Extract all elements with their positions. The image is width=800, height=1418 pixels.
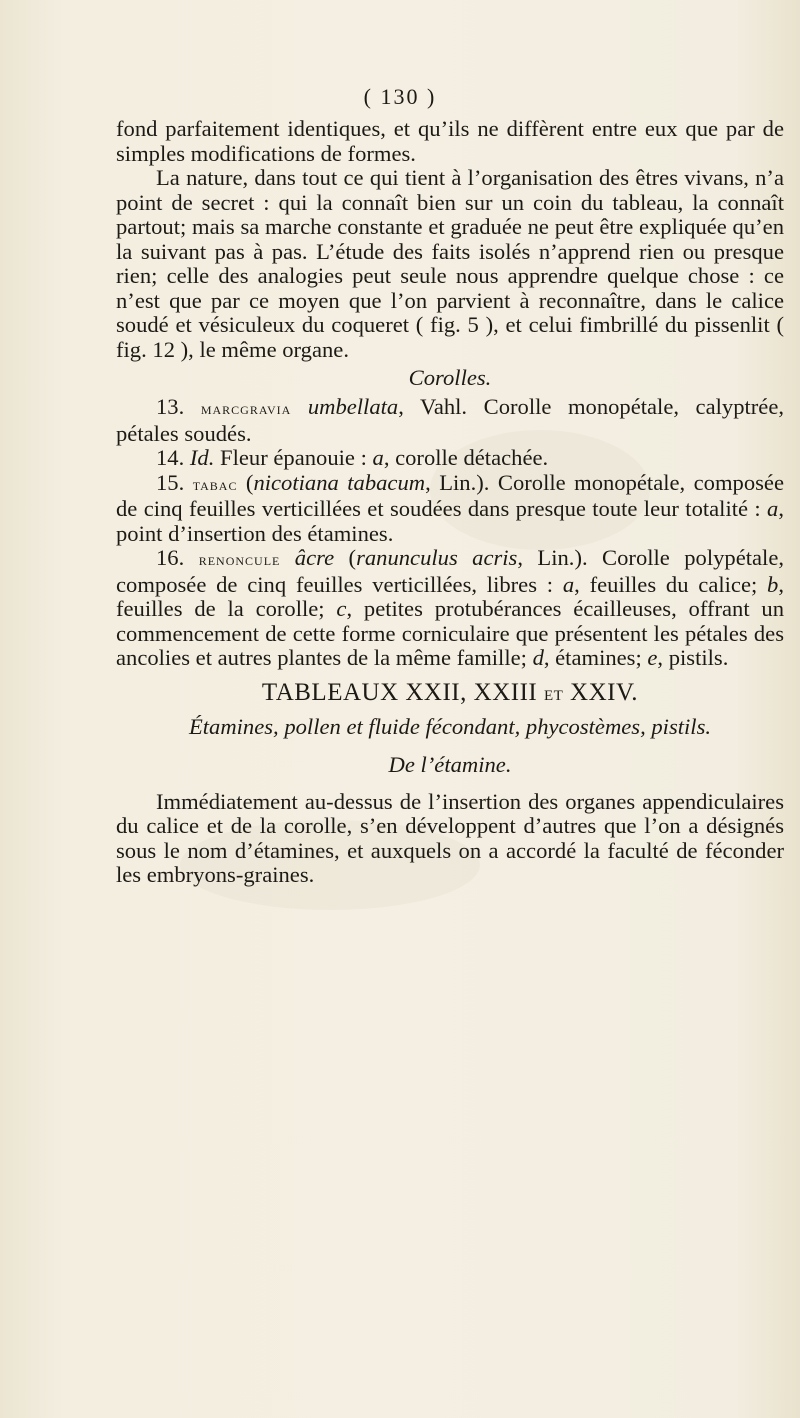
figure-caption-15: 15. tabac (nicotiana tabacum, Lin.). Corolle monopétale, composée de cinq feuilles verticillées et soudées dans presque toute leur totalité : a, point d’insertion des étamines. [116, 469, 784, 546]
section-heading-corolles: Corolles. [408, 365, 492, 391]
paragraph: La nature, dans tout ce qui tient à l’organisation des êtres vivans, n’a point de secret : qui la connaît bien sur un coin du tableau, la connaît partout; mais sa marche constante et graduée ne peut être expliquée qu’en la suivant pas à pas. L’étude des faits isolés n’apprend rien ou presque rien; celle des analogies peut seule nous apprendre quelque chose : ce n’est que par ce moyen que l’on parvient à reconnaître, dans le calice soudé et vésiculeux du coqueret ( fig. 5 ), et celui fimbrillé du pissenlit ( fig. 12 ), le même organe. [116, 165, 784, 362]
caption-number: 13. [156, 394, 185, 420]
paragraph: fond parfaitement identiques, et qu’ils ne diffèrent entre eux que par de simples modifications de formes. [116, 116, 784, 166]
species-name: ranunculus acris [356, 545, 518, 571]
caption-text: Fleur épanouie : [214, 445, 373, 471]
paragraph: Immédiatement au-dessus de l’insertion des organes appendiculaires du calice et de la corolle, s’en développent d’autres que l’on a désignés sous le nom d’étamines, et auxquels on a accordé la faculté de féconder les embryons-graines. [116, 788, 784, 888]
caption-text: , point d’insertion des étamines. [116, 496, 784, 546]
caption-text: , Lin.). Corolle polypétale, composée de cinq feuilles verticillées, libres : [116, 545, 785, 597]
section-subheading: Étamines, pollen et fluide fécondant, phycostèmes, pistils. [188, 713, 712, 739]
caption-number: 15. [156, 469, 185, 495]
caption-letter: a [372, 445, 384, 471]
figure-caption-16: 16. renoncule âcre (ranunculus acris, Lin.). Corolle polypétale, composée de cinq feuilles verticillées, libres : a, feuilles du calice; b, feuilles de la corolle; c, petites protubérances écailleuses, offrant un commencement de cette forme corniculaire que présentent les pétales des ancolies et autres plantes de la même famille; d, étamines; e, pistils. [116, 545, 785, 671]
caption-text: , Lin.). Corolle monopétale, composée de cinq feuilles verticillées et soudées dans presque toute leur totalité : [116, 469, 784, 522]
caption-letter: a [562, 571, 575, 597]
caption-text: , Vahl. Corolle monopétale, calyptrée, pétales soudés. [116, 394, 784, 446]
caption-letter: d [532, 645, 544, 671]
caption-text: , étamines; [543, 645, 648, 671]
caption-text: , feuilles du calice; [574, 571, 768, 597]
page-number: ( 130 ) [363, 84, 437, 109]
species-name: nicotiana tabacum [253, 469, 426, 495]
page-body [116, 117, 784, 888]
common-name: âcre [294, 545, 335, 571]
caption-number: 16. [156, 545, 185, 571]
caption-text: , petites protubérances écailleuses, offrant un commencement de cette forme corniculaire que présentent les pétales des ancolies et autres plantes de la même famille; [116, 596, 785, 671]
plant-name: tabac [192, 474, 238, 494]
figure-caption-13 [116, 395, 784, 446]
caption-letter: c [336, 596, 347, 622]
caption-letter: b [767, 571, 779, 597]
caption-text: , feuilles de la corolle; [116, 571, 784, 622]
caption-letter: a [767, 496, 779, 522]
section-heading-tableaux [116, 681, 784, 709]
heading-text: TABLEAUX XXII, XXIII [261, 679, 538, 707]
species-name: umbellata [307, 394, 399, 420]
plant-name: marcgravia [200, 399, 292, 419]
section-heading-etamine: De l’étamine. [388, 752, 512, 778]
caption-text: , corolle détachée. [383, 445, 549, 471]
figure-caption-14 [116, 446, 784, 471]
caption-letter: e [647, 645, 658, 671]
heading-conjunction: ET [543, 688, 564, 705]
heading-text: XXIV. [570, 679, 639, 707]
caption-text: , pistils. [657, 645, 729, 671]
caption-ref: Id. [189, 445, 215, 471]
plant-name: renoncule [198, 550, 281, 570]
caption-number: 14. [156, 445, 185, 471]
